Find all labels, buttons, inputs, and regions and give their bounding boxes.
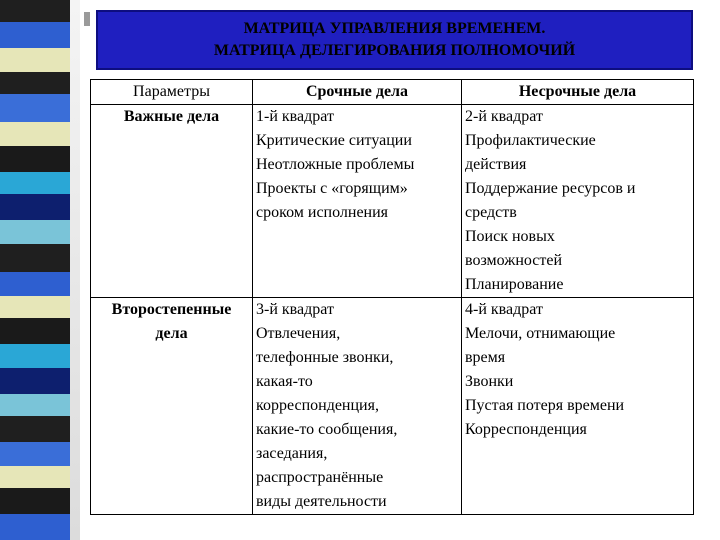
cell-line: Профилактические: [465, 132, 596, 149]
cell-line: Звонки: [465, 373, 514, 390]
cell-line: телефонные звонки,: [256, 349, 394, 366]
cell-line: 1-й квадрат: [256, 108, 334, 125]
cell-line: действия: [465, 156, 527, 173]
cell-line: время: [465, 349, 506, 366]
header-urgent: Срочные дела: [253, 80, 462, 105]
cell-line: возможностей: [465, 252, 563, 269]
cell-line: Поддержание ресурсов и: [465, 180, 636, 197]
cell-line: какие-то сообщения,: [256, 421, 398, 438]
cell-line: Критические ситуации: [256, 132, 412, 149]
title-line-2: МАТРИЦА ДЕЛЕГИРОВАНИЯ ПОЛНОМОЧИЙ: [213, 42, 576, 59]
cell-line: Отвлечения,: [256, 325, 341, 342]
cell-line: 2-й квадрат: [465, 108, 543, 125]
header-row: [91, 80, 694, 105]
cell-quadrant-2: [462, 105, 694, 298]
cell-line: заседания,: [256, 445, 328, 462]
title-line-1: МАТРИЦА УПРАВЛЕНИЯ ВРЕМЕНЕМ.: [243, 20, 546, 37]
cell-line: Пустая потеря времени: [465, 397, 625, 414]
cell-line: распространённые: [256, 469, 384, 486]
cell-line: 4-й квадрат: [465, 301, 543, 318]
cell-line: Неотложные проблемы: [256, 156, 415, 173]
header-not-urgent: Несрочные дела: [462, 80, 694, 105]
header-params: Параметры: [91, 80, 253, 105]
cell-line: Поиск новых: [465, 228, 555, 245]
cell-line: Корреспонденция: [465, 421, 587, 438]
row-label-line: дела: [155, 325, 188, 342]
table-row: [91, 298, 694, 515]
cell-quadrant-3: [253, 298, 462, 515]
row-label-important: [91, 105, 253, 298]
row-label-secondary: [91, 298, 253, 515]
cell-quadrant-1: [253, 105, 462, 298]
cell-line: средств: [465, 204, 517, 221]
table-row: [91, 105, 694, 298]
stripe-edge: [70, 0, 80, 540]
cell-line: Мелочи, отнимающие: [465, 325, 616, 342]
cell-line: сроком исполнения: [256, 204, 389, 221]
cell-line: корреспонденция,: [256, 397, 379, 414]
cell-line: виды деятельности: [256, 493, 387, 510]
cell-line: Проекты с «горящим»: [256, 180, 408, 197]
cell-line: 3-й квадрат: [256, 301, 334, 318]
decorative-stripe-bar: [0, 0, 70, 540]
row-label-line: Второстепенные: [111, 301, 232, 318]
cell-line: какая-то: [256, 373, 313, 390]
cell-line: Планирование: [465, 276, 564, 293]
title-banner: [96, 10, 693, 70]
row-label-line: Важные дела: [123, 108, 220, 125]
bullet-marker: [84, 12, 90, 26]
cell-quadrant-4: [462, 298, 694, 515]
time-management-matrix: [90, 79, 694, 515]
